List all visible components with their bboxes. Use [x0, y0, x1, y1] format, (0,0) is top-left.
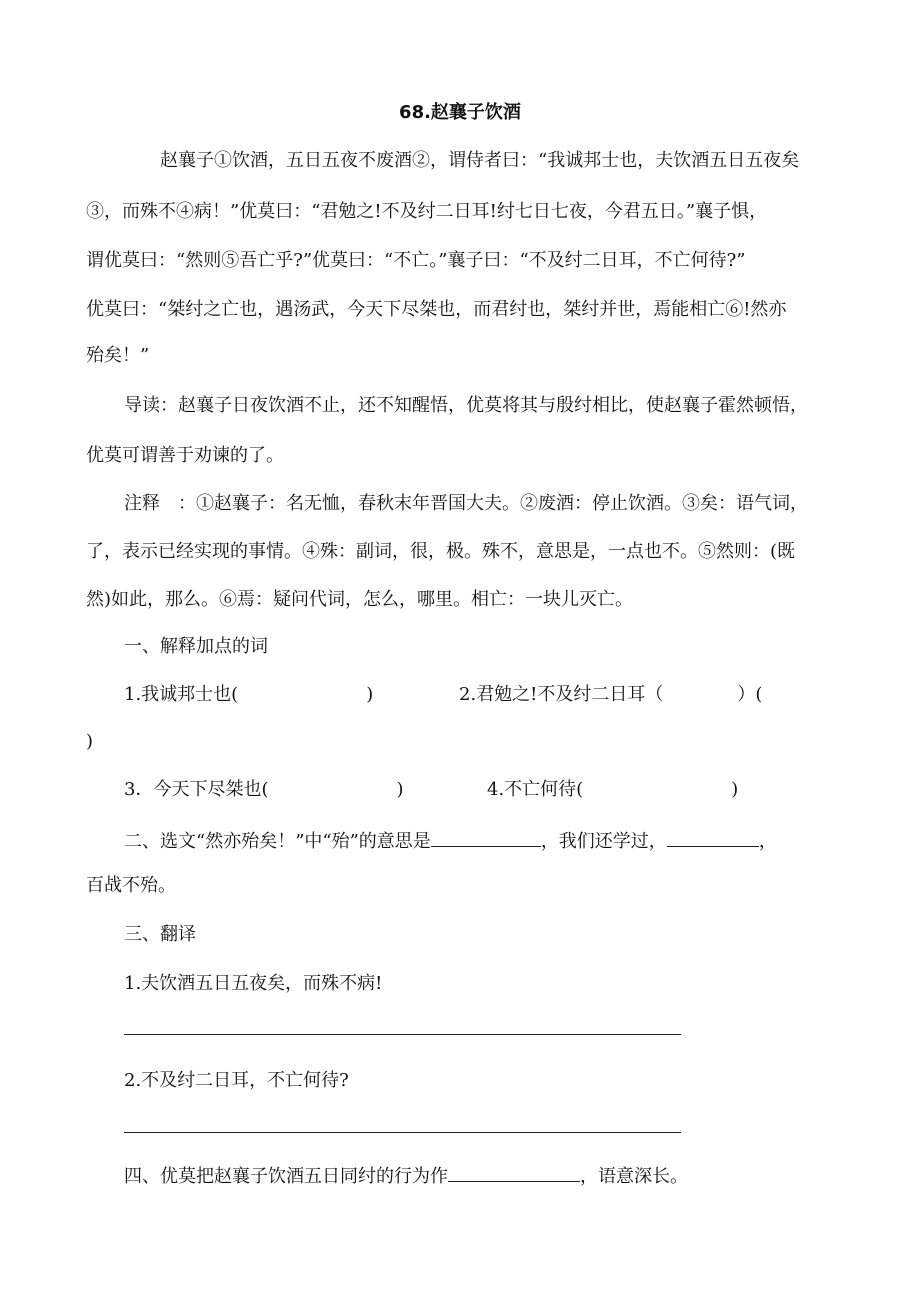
q4-blank[interactable]	[448, 1163, 580, 1182]
q1-item-4-close: )	[731, 779, 739, 800]
q1-item-4-label: 4.不亡何待(	[487, 779, 584, 800]
q1-heading: 一、解释加点的词	[124, 636, 268, 657]
passage-line-5: 殆矣！”	[86, 345, 150, 366]
q2-blank-2[interactable]	[667, 828, 759, 847]
q1-item-1	[124, 682, 373, 708]
q4-part-1: 四、优莫把赵襄子饮酒五日同纣的行为作	[124, 1166, 448, 1187]
q2-blank-1[interactable]	[431, 828, 541, 847]
passage-line-2: ③，而殊不④病！”优莫曰：“君勉之!不及纣二日耳!纣七日七夜，今君五日。”襄子惧，	[86, 201, 768, 222]
passage-line-4: 优莫曰：“桀纣之亡也，遇汤武，今天下尽桀也，而君纣也，桀纣并世，焉能相亡⑥!然亦	[86, 299, 787, 320]
q3-item-1: 1.夫饮酒五日五夜矣，而殊不病!	[124, 973, 383, 994]
q2-part-2: ，我们还学过，	[540, 831, 667, 852]
notes-line-2: 了，表示已经实现的事情。④殊：副词，很，极。殊不，意思是，一点也不。⑤然则：(既	[86, 541, 796, 562]
q3-heading: 三、翻译	[124, 924, 196, 945]
page-title: 68.赵襄子饮酒	[399, 102, 521, 123]
q1-item-3-label: 3．今天下尽桀也(	[124, 779, 269, 800]
q2-line-2: 百战不殆。	[86, 875, 176, 896]
q3-item-2: 2.不及纣二日耳，不亡何待?	[124, 1070, 349, 1091]
q1-item-3-close: )	[396, 779, 404, 800]
q1-item-2-label: 2.君勉之!不及纣二日耳（	[459, 684, 664, 705]
q2-line-1	[124, 828, 777, 855]
q1-item-3	[124, 777, 404, 803]
q2-part-3: ，	[758, 831, 777, 852]
notes-line-1: 注释 ：①赵襄子：名无恤，春秋末年晋国大夫。②废酒：停止饮酒。③矣：语气词，	[124, 493, 808, 514]
q1-item-2-tail: ）(	[737, 684, 763, 705]
passage-line-3: 谓优莫曰：“然则⑤吾亡乎?”优莫曰：“不亡。”襄子曰：“不及纣二日耳，不亡何待?”	[86, 250, 746, 271]
q4-part-2: ，语意深长。	[580, 1166, 688, 1187]
q1-item-1-label: 1.我诚邦士也(	[124, 684, 239, 705]
q1-item-2	[459, 682, 762, 708]
q3-answer-line-1[interactable]	[124, 1034, 681, 1035]
guide-line-1: 导读：赵襄子日夜饮酒不止，还不知醒悟，优莫将其与殷纣相比，使赵襄子霍然顿悟，	[124, 395, 808, 416]
q1-item-4	[487, 777, 738, 803]
q3-answer-line-2[interactable]	[124, 1132, 681, 1133]
notes-line-3: 然)如此，那么。⑥焉：疑问代词，怎么，哪里。相亡：一块儿灭亡。	[86, 589, 634, 610]
guide-line-2: 优莫可谓善于劝谏的了。	[86, 445, 284, 466]
q2-part-1: 二、选文“然亦殆矣！”中“殆”的意思是	[124, 831, 431, 852]
q4-line	[124, 1163, 688, 1190]
q1-item-2-wrap: )	[86, 731, 94, 752]
q1-item-1-close: )	[366, 684, 374, 705]
passage-line-1: 赵襄子①饮酒，五日五夜不废酒②，谓侍者曰：“我诚邦士也，夫饮酒五日五夜矣	[160, 150, 800, 171]
